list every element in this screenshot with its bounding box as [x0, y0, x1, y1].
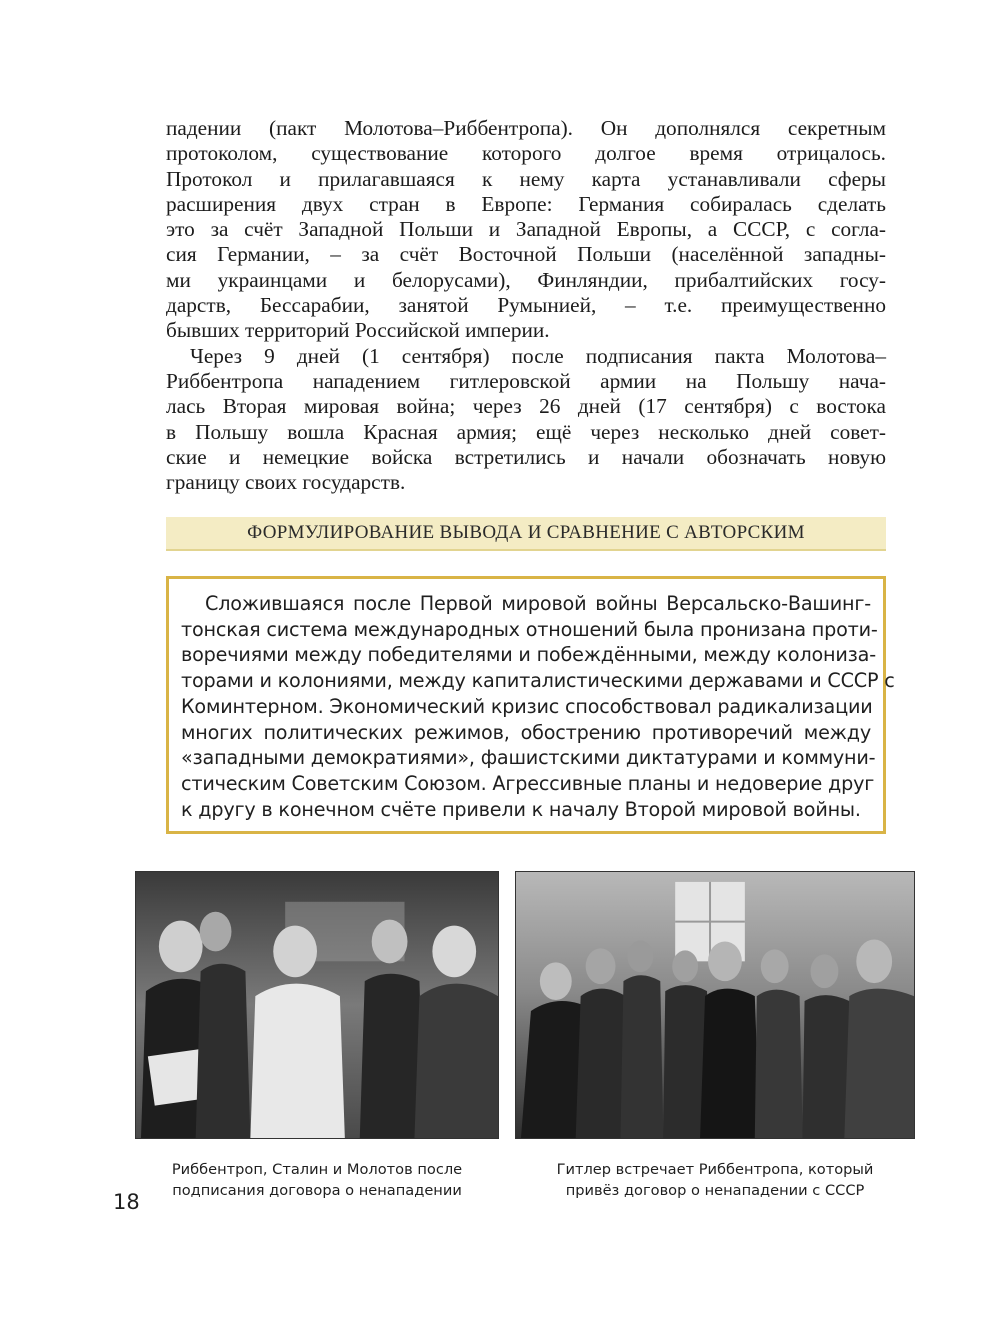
section-heading [166, 517, 886, 551]
page-number: 18 [113, 1190, 140, 1214]
photo-hitler-meets-ribbentrop [515, 871, 915, 1139]
text-line: дарств, Бессарабии, занятой Румынией, – т.е. преимущественно [166, 293, 886, 318]
text-line: это за счёт Западной Польши и Западной Европы, а СССР, с согла- [166, 217, 886, 242]
photo-illustration [516, 872, 914, 1138]
text-line: протоколом, существование которого долгое время отрицалось. [166, 141, 886, 166]
text-line: расширения двух стран в Европе: Германия собиралась сделать [166, 191, 886, 216]
conclusion-line: многих политических режимов, обострению противоречий между [181, 720, 871, 744]
conclusion-line: торами и колониями, между капиталистическими державами и СССР с [181, 669, 895, 693]
text-line: в Польшу вошла Красная армия; ещё через несколько дней совет- [166, 419, 886, 444]
text-line: лась Вторая мировая война; через 26 дней (17 сентября) с востока [166, 394, 886, 419]
caption-line: Риббентроп, Сталин и Молотов после [171, 1161, 463, 1178]
paragraph-2 [166, 344, 886, 496]
photo-illustration [136, 872, 498, 1138]
conclusion-line: «западными демократиями», фашистскими диктатурами и коммуни- [181, 746, 876, 770]
photo-ribbentrop-stalin-molotov [135, 871, 499, 1139]
conclusion-line: Коминтерном. Экономический кризис способствовал радикализации [181, 694, 873, 718]
text-line: падении (пакт Молотова–Риббентропа). Он дополнялся секретным [166, 116, 886, 140]
photo-caption-left [135, 1159, 499, 1201]
conclusion-line: Сложившаяся после Первой мировой войны Версальско-Вашинг- [205, 592, 871, 615]
body-text [166, 116, 886, 495]
caption-line: подписания договора о ненападении [172, 1182, 462, 1199]
paragraph-1 [166, 116, 886, 344]
text-line: ми украинцами и белорусами), Финляндии, прибалтийских госу- [166, 267, 886, 292]
caption-line: Гитлер встречает Риббентропа, который [556, 1161, 874, 1178]
section-heading-text: ФОРМУЛИРОВАНИЕ ВЫВОДА И СРАВНЕНИЕ С АВТОРСКИМ [247, 522, 805, 543]
conclusion-line: к другу в конечном счёте привели к началу Второй мировой войны. [181, 797, 861, 821]
conclusion-line: стическим Советским Союзом. Агрессивные планы и недоверие друг [181, 771, 875, 795]
conclusion-line: тонская система международных отношений была пронизана проти- [181, 617, 878, 641]
photo-caption-right [515, 1159, 915, 1201]
conclusion-line: воречиями между победителями и побеждёнными, между колониза- [181, 643, 876, 667]
text-line: границу своих государств. [166, 470, 406, 495]
text-line: сия Германии, – за счёт Восточной Польши (населённой западны- [166, 242, 886, 267]
caption-line: привёз договор о ненападении с СССР [565, 1182, 865, 1199]
text-line: Риббентропа нападением гитлеровской армии на Польшу нача- [166, 368, 886, 393]
text-line: Протокол и прилагавшаяся к нему карта устанавливали сферы [166, 166, 886, 191]
conclusion-box [166, 576, 895, 834]
text-line: ские и немецкие войска встретились и начали обозначать новую [166, 444, 886, 469]
text-line: Через 9 дней (1 сентября) после подписания пакта Молотова– [190, 343, 886, 368]
text-line: бывших территорий Российской империи. [166, 318, 550, 343]
